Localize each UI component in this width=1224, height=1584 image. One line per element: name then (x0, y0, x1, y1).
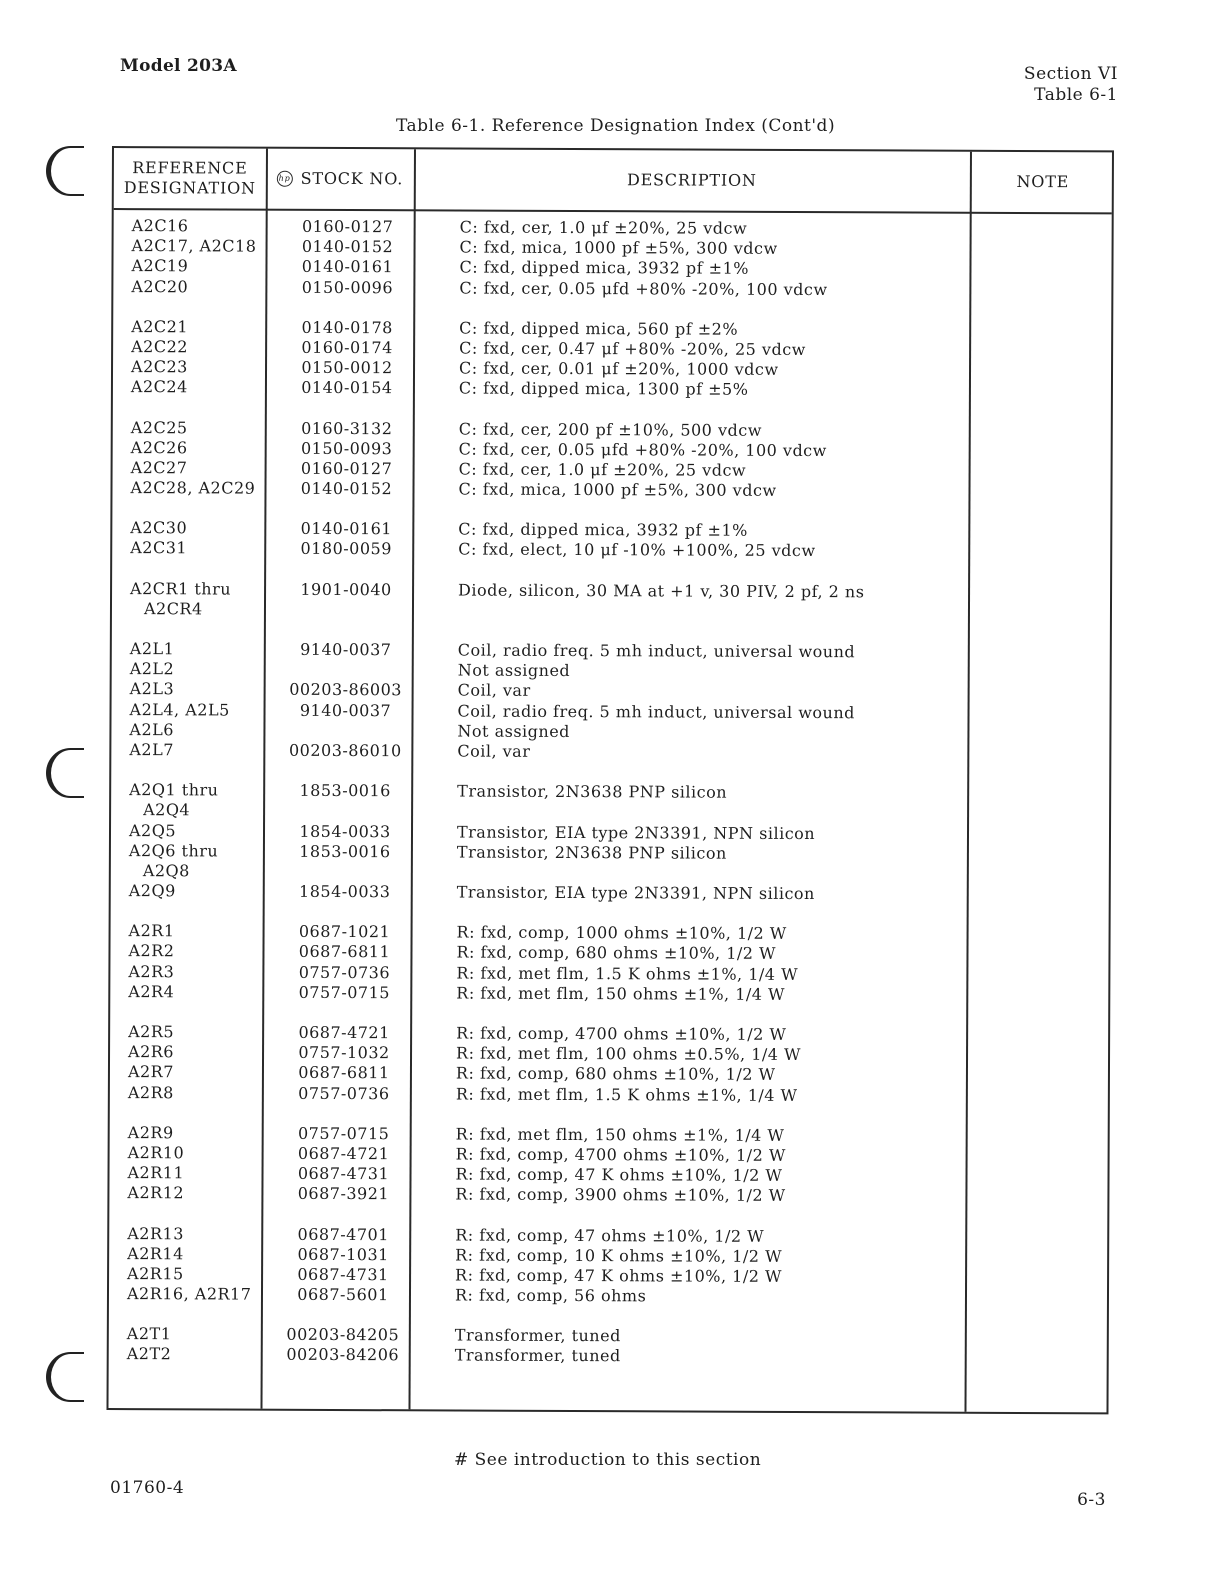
reference-designation-table (106, 146, 1114, 1414)
cell-stock-number: 0140-0161 (301, 257, 394, 277)
cell-reference-designation: A2R6 (128, 1042, 175, 1062)
table-row (109, 1183, 1107, 1208)
cell-description: C: fxd, cer, 200 pf ±10%, 500 vdcw (458, 419, 762, 440)
cell-stock-number: 1854-0033 (299, 881, 391, 902)
table-title: Table 6-1. Reference Designation Index (Cont'd) (396, 116, 836, 136)
cell-stock-number: 0757-1032 (298, 1043, 390, 1063)
cell-stock-number: 0160-3132 (301, 418, 393, 438)
cell-stock-number: 0687-4721 (298, 1022, 390, 1043)
cell-reference-designation: A2R4 (128, 981, 175, 1002)
cell-reference-designation: A2Q4 (143, 800, 191, 820)
cell-stock-number: 0687-4701 (297, 1224, 389, 1244)
table-body (109, 216, 1112, 1369)
table-row (110, 982, 1108, 1007)
cell-description: Coil, var (457, 680, 531, 701)
cell-stock-number: 1853-0016 (299, 780, 391, 801)
cell-reference-designation: A2CR4 (143, 598, 203, 619)
cell-description: C: fxd, dipped mica, 560 pf ±2% (459, 318, 739, 339)
cell-reference-designation: A2R5 (128, 1022, 175, 1042)
cell-description: C: fxd, cer, 0.47 μf +80% -20%, 25 vdcw (459, 338, 806, 359)
cell-reference-designation: A2R10 (127, 1143, 185, 1163)
cell-stock-number: 0140-0152 (301, 237, 394, 257)
cell-reference-designation: A2C28, A2C29 (130, 478, 256, 498)
hp-logo-icon: hp (277, 171, 293, 187)
header-note: NOTE (1016, 171, 1070, 192)
cell-description: Not assigned (457, 721, 570, 741)
cell-description: R: fxd, met flm, 1.5 K ohms ±1%, 1/4 W (456, 963, 799, 984)
cell-reference-designation: A2CR1 thru (130, 578, 232, 599)
cell-stock-number: 0150-0096 (301, 277, 394, 297)
cell-reference-designation: A2C23 (130, 357, 188, 377)
cell-description: C: fxd, cer, 0.05 μfd +80% -20%, 100 vdcw (459, 278, 828, 299)
cell-description: R: fxd, comp, 56 ohms (454, 1285, 647, 1306)
binder-hole-mark (40, 746, 84, 800)
cell-stock-number: 0160-0127 (300, 458, 393, 479)
cell-description: R: fxd, met flm, 100 ohms ±0.5%, 1/4 W (456, 1043, 802, 1065)
cell-description: C: fxd, cer, 1.0 μf ±20%, 25 vdcw (459, 217, 748, 238)
cell-reference-designation: A2C26 (130, 437, 188, 458)
cell-stock-number: 0687-4731 (297, 1163, 390, 1184)
cell-stock-number: 0757-0715 (297, 1123, 390, 1143)
cell-description: R: fxd, comp, 680 ohms ±10%, 1/2 W (455, 1063, 776, 1085)
cell-stock-number: 1854-0033 (299, 821, 391, 841)
cell-description: Diode, silicon, 30 MA at +1 v, 30 PIV, 2 pf, 2 ns (458, 580, 865, 601)
cell-description: C: fxd, elect, 10 μf -10% +100%, 25 vdcw (458, 539, 816, 561)
cell-stock-number: 0687-4731 (297, 1264, 389, 1285)
cell-stock-number: 0687-3921 (297, 1184, 390, 1204)
cell-reference-designation: A2C27 (130, 457, 188, 478)
header-description: DESCRIPTION (626, 170, 757, 190)
cell-stock-number: 0687-1021 (298, 922, 391, 942)
cell-reference-designation: A2R8 (127, 1082, 174, 1102)
cell-description: C: fxd, cer, 1.0 μf ±20%, 25 vdcw (458, 459, 747, 480)
cell-reference-designation: A2Q1 thru (129, 780, 219, 800)
cell-stock-number: 0687-6811 (298, 942, 391, 962)
cell-description: R: fxd, comp, 1000 ohms ±10%, 1/2 W (456, 922, 787, 944)
cell-description: Transistor, 2N3638 PNP silicon (457, 781, 728, 802)
cell-description: C: fxd, cer, 0.01 μf ±20%, 1000 vdcw (458, 358, 779, 380)
cell-reference-designation: A2L6 (129, 719, 175, 740)
header-reference-designation (114, 148, 266, 209)
cell-description: R: fxd, comp, 47 K ohms ±10%, 1/2 W (455, 1265, 782, 1286)
cell-description: R: fxd, comp, 10 K ohms ±10%, 1/2 W (455, 1245, 783, 1266)
cell-description: C: fxd, cer, 0.05 μfd +80% -20%, 100 vdcw (458, 439, 827, 460)
cell-stock-number: 0160-0174 (301, 337, 393, 358)
cell-reference-designation: A2R7 (127, 1062, 174, 1082)
cell-description: Coil, radio freq. 5 mh induct, universal wound (457, 640, 856, 662)
cell-stock-number: 0180-0059 (300, 539, 392, 559)
header-stock-number (266, 149, 414, 210)
cell-stock-number: 0757-0736 (298, 962, 391, 982)
header-reference-line2: DESIGNATION (123, 178, 256, 198)
cell-description: Transformer, tuned (454, 1345, 621, 1366)
cell-reference-designation: A2L1 (129, 639, 175, 659)
cell-reference-designation: A2C24 (130, 377, 188, 397)
cell-stock-number: 0140-0178 (301, 317, 393, 337)
cell-stock-number: 00203-86003 (289, 680, 403, 700)
table-row (111, 881, 1109, 906)
cell-stock-number (272, 660, 420, 661)
cell-description: Transistor, EIA type 2N3391, NPN silicon (456, 882, 815, 904)
table-row (112, 478, 1110, 503)
cell-stock-number: 0140-0161 (300, 519, 393, 539)
cell-reference-designation: A2L7 (129, 740, 174, 760)
cell-description: Coil, radio freq. 5 mh induct, universal wound (457, 701, 855, 722)
cell-reference-designation: A2R12 (127, 1183, 185, 1203)
cell-stock-number: 0687-4721 (297, 1143, 390, 1164)
table-row (112, 599, 1110, 624)
cell-description: Coil, var (457, 741, 531, 761)
cell-stock-number: 0757-0715 (298, 982, 391, 1003)
cell-reference-designation: A2T1 (126, 1324, 172, 1344)
cell-description: R: fxd, comp, 4700 ohms ±10%, 1/2 W (455, 1144, 786, 1165)
cell-reference-designation: A2Q6 thru (128, 840, 219, 861)
document-number: 01760-4 (110, 1478, 185, 1498)
table-row (109, 1284, 1107, 1309)
binder-hole-mark (40, 144, 84, 198)
cell-reference-designation: A2L3 (129, 679, 175, 699)
cell-description: R: fxd, comp, 47 ohms ±10%, 1/2 W (455, 1225, 765, 1246)
cell-reference-designation: A2Q8 (142, 861, 190, 881)
cell-reference-designation: A2C21 (131, 316, 189, 337)
cell-reference-designation: A2C31 (130, 538, 188, 558)
binder-hole-mark (40, 1350, 84, 1404)
table-reference-label: Table 6-1 (1034, 85, 1118, 105)
cell-stock-number: 9140-0037 (300, 639, 392, 660)
cell-stock-number (271, 862, 419, 863)
cell-reference-designation: A2C20 (131, 276, 189, 296)
table-row (113, 277, 1111, 302)
cell-description: Not assigned (457, 660, 571, 681)
model-label: Model 203A (120, 56, 237, 76)
cell-stock-number (272, 600, 420, 601)
cell-reference-designation: A2R15 (127, 1263, 184, 1284)
cell-stock-number: 0150-0012 (301, 357, 393, 378)
cell-description: R: fxd, comp, 680 ohms ±10%, 1/2 W (456, 942, 777, 964)
cell-reference-designation: A2L2 (129, 659, 175, 679)
cell-reference-designation: A2R14 (127, 1243, 184, 1264)
header-reference-line1: REFERENCE (132, 158, 248, 178)
cell-stock-number: 0140-0152 (300, 478, 393, 499)
section-label: Section VI (1023, 64, 1118, 84)
cell-reference-designation: A2T2 (126, 1344, 172, 1364)
cell-stock-number: 1901-0040 (300, 579, 392, 599)
cell-stock-number: 0160-0127 (301, 216, 394, 237)
cell-reference-designation: A2R16, A2R17 (126, 1284, 252, 1304)
cell-reference-designation: A2C22 (131, 337, 189, 357)
table-row (112, 538, 1110, 563)
cell-reference-designation: A2C16 (131, 216, 189, 236)
cell-reference-designation: A2R3 (128, 961, 175, 981)
cell-description: C: fxd, dipped mica, 1300 pf ±5% (458, 378, 749, 400)
cell-reference-designation: A2Q9 (128, 881, 176, 901)
cell-stock-number: 00203-86010 (288, 740, 402, 761)
cell-description: R: fxd, comp, 4700 ohms ±10%, 1/2 W (456, 1023, 787, 1044)
cell-stock-number (271, 801, 419, 802)
cell-reference-designation: A2R13 (127, 1223, 184, 1243)
cell-reference-designation: A2C17, A2C18 (131, 236, 257, 256)
cell-stock-number: 0757-0736 (298, 1083, 390, 1103)
table-row (110, 1083, 1108, 1108)
cell-description: R: fxd, met flm, 150 ohms ±1%, 1/4 W (456, 983, 786, 1004)
cell-description: Transformer, tuned (454, 1325, 621, 1346)
cell-reference-designation: A2Q5 (128, 820, 177, 840)
cell-stock-number: 00203-84206 (286, 1345, 400, 1365)
cell-stock-number (271, 720, 419, 721)
cell-description: C: fxd, mica, 1000 pf ±5%, 300 vdcw (459, 237, 778, 259)
cell-description: C: fxd, mica, 1000 pf ±5%, 300 vdcw (458, 479, 777, 500)
cell-reference-designation: A2R9 (127, 1122, 174, 1143)
cell-reference-designation: A2C19 (131, 256, 189, 276)
table-row (109, 1344, 1107, 1369)
cell-reference-designation: A2C25 (130, 417, 188, 437)
cell-stock-number: 0687-5601 (297, 1284, 389, 1305)
cell-stock-number: 0687-1031 (297, 1244, 389, 1264)
cell-stock-number: 1853-0016 (299, 841, 391, 861)
cell-description: C: fxd, dipped mica, 3932 pf ±1% (458, 519, 748, 541)
table-row (113, 377, 1111, 402)
header-stock-label: STOCK NO. (300, 168, 404, 189)
cell-stock-number: 0150-0093 (300, 438, 393, 458)
cell-description: R: fxd, comp, 3900 ohms ±10%, 1/2 W (455, 1184, 786, 1206)
cell-stock-number: 0140-0154 (301, 378, 393, 398)
cell-stock-number: 00203-84205 (286, 1325, 400, 1345)
cell-reference-designation: A2L4, A2L5 (129, 699, 230, 720)
cell-stock-number: 0687-6811 (298, 1063, 390, 1083)
cell-description: R: fxd, met flm, 1.5 K ohms ±1%, 1/4 W (455, 1084, 798, 1105)
table-row (111, 740, 1109, 765)
cell-description: R: fxd, comp, 47 K ohms ±10%, 1/2 W (455, 1164, 783, 1186)
cell-reference-designation: A2R1 (128, 921, 175, 941)
footnote: # See introduction to this section (454, 1450, 762, 1470)
section-reference (1024, 64, 1118, 106)
cell-description: C: fxd, dipped mica, 3932 pf ±1% (459, 257, 750, 279)
cell-reference-designation: A2R2 (128, 941, 175, 961)
cell-description: R: fxd, met flm, 150 ohms ±1%, 1/4 W (455, 1124, 785, 1145)
cell-stock-number: 9140-0037 (299, 700, 392, 720)
cell-reference-designation: A2C30 (130, 518, 188, 538)
cell-description: Transistor, 2N3638 PNP silicon (456, 842, 727, 863)
page-number: 6-3 (1077, 1490, 1106, 1510)
cell-reference-designation: A2R11 (127, 1163, 185, 1183)
cell-description: Transistor, EIA type 2N3391, NPN silicon (456, 822, 816, 843)
